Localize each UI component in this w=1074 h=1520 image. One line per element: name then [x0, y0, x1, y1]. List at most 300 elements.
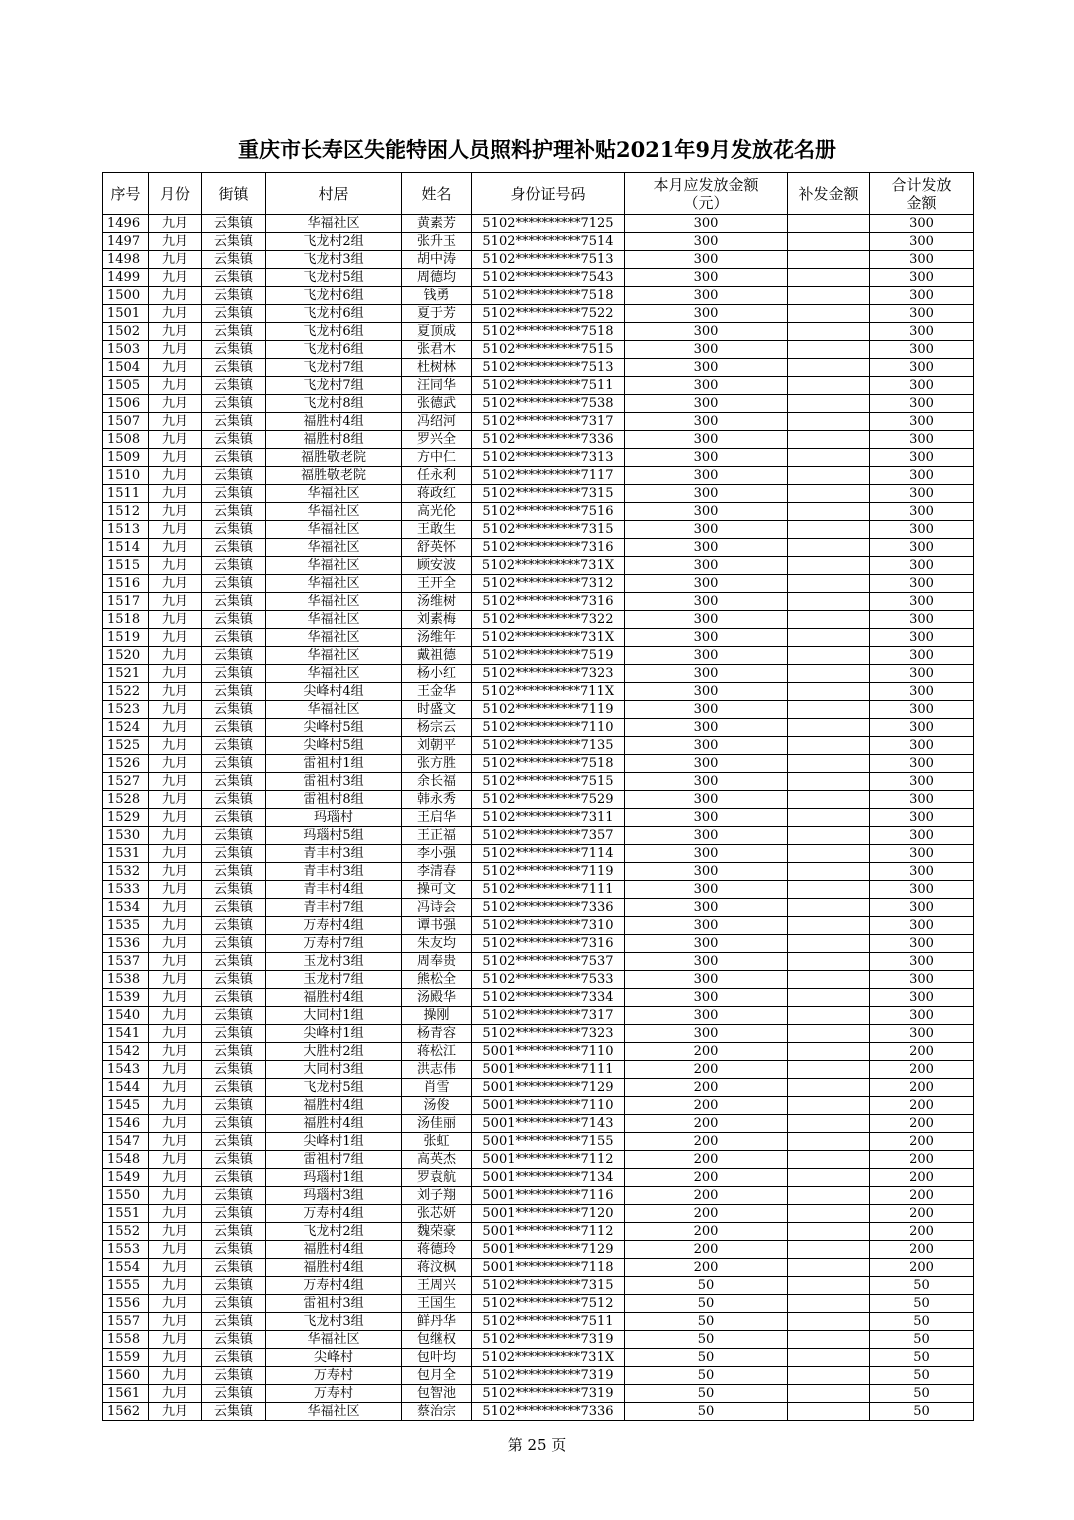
name-cell: 汤维年: [402, 629, 472, 647]
id-number-cell: 5102**********731X: [472, 1349, 625, 1367]
town-cell: 云集镇: [202, 467, 266, 485]
table-row: [103, 809, 974, 827]
town-cell: 云集镇: [202, 557, 266, 575]
village-cell: 玉龙村7组: [266, 971, 402, 989]
village-cell: 飞龙村6组: [266, 323, 402, 341]
name-cell: 钱勇: [402, 287, 472, 305]
seq-cell: 1559: [103, 1349, 149, 1367]
amount-due-cell: 50: [625, 1367, 788, 1385]
id-number-cell: 5102**********7117: [472, 467, 625, 485]
name-cell: 胡中涛: [402, 251, 472, 269]
village-cell: 福胜村4组: [266, 1259, 402, 1277]
town-cell: 云集镇: [202, 737, 266, 755]
table-row: [103, 1349, 974, 1367]
supplement-cell: [788, 557, 870, 575]
village-cell: 飞龙村5组: [266, 1079, 402, 1097]
amount-due-cell: 200: [625, 1061, 788, 1079]
table-row: [103, 503, 974, 521]
id-number-cell: 5102**********7518: [472, 323, 625, 341]
total-cell: 300: [870, 1007, 974, 1025]
supplement-cell: [788, 665, 870, 683]
month-cell: 九月: [149, 1025, 202, 1043]
id-number-cell: 5102**********7512: [472, 1295, 625, 1313]
amount-due-cell: 200: [625, 1187, 788, 1205]
month-cell: 九月: [149, 287, 202, 305]
amount-due-cell: 200: [625, 1115, 788, 1133]
supplement-cell: [788, 1007, 870, 1025]
table-row: [103, 1205, 974, 1223]
id-number-cell: 5102**********7316: [472, 935, 625, 953]
town-cell: 云集镇: [202, 827, 266, 845]
table-row: [103, 485, 974, 503]
seq-cell: 1529: [103, 809, 149, 827]
table-header-row: [103, 173, 974, 215]
amount-due-cell: 300: [625, 701, 788, 719]
supplement-cell: [788, 683, 870, 701]
village-cell: 雷祖村1组: [266, 755, 402, 773]
village-cell: 玛瑙村5组: [266, 827, 402, 845]
amount-due-cell: 200: [625, 1043, 788, 1061]
supplement-cell: [788, 395, 870, 413]
town-cell: 云集镇: [202, 287, 266, 305]
month-cell: 九月: [149, 305, 202, 323]
town-cell: 云集镇: [202, 683, 266, 701]
supplement-cell: [788, 971, 870, 989]
town-cell: 云集镇: [202, 1097, 266, 1115]
seq-cell: 1548: [103, 1151, 149, 1169]
amount-due-cell: 300: [625, 683, 788, 701]
village-cell: 飞龙村5组: [266, 269, 402, 287]
id-number-cell: 5102**********7543: [472, 269, 625, 287]
id-number-cell: 5001**********7110: [472, 1097, 625, 1115]
total-cell: 200: [870, 1187, 974, 1205]
seq-cell: 1497: [103, 233, 149, 251]
total-cell: 300: [870, 359, 974, 377]
village-cell: 华福社区: [266, 1331, 402, 1349]
seq-cell: 1523: [103, 701, 149, 719]
name-cell: 汤维树: [402, 593, 472, 611]
seq-cell: 1499: [103, 269, 149, 287]
seq-cell: 1535: [103, 917, 149, 935]
table-row: [103, 1223, 974, 1241]
month-cell: 九月: [149, 917, 202, 935]
town-cell: 云集镇: [202, 881, 266, 899]
id-number-cell: 5102**********7119: [472, 701, 625, 719]
amount-due-cell: 300: [625, 629, 788, 647]
id-number-cell: 5001**********7110: [472, 1043, 625, 1061]
table-row: [103, 557, 974, 575]
amount-due-cell: 300: [625, 269, 788, 287]
amount-due-cell: 300: [625, 917, 788, 935]
name-cell: 王启华: [402, 809, 472, 827]
village-cell: 华福社区: [266, 557, 402, 575]
name-cell: 刘子翔: [402, 1187, 472, 1205]
town-cell: 云集镇: [202, 863, 266, 881]
village-cell: 尖峰村1组: [266, 1133, 402, 1151]
month-cell: 九月: [149, 647, 202, 665]
town-cell: 云集镇: [202, 701, 266, 719]
name-cell: 顾安波: [402, 557, 472, 575]
table-row: [103, 287, 974, 305]
month-cell: 九月: [149, 1223, 202, 1241]
seq-cell: 1543: [103, 1061, 149, 1079]
amount-due-cell: 200: [625, 1241, 788, 1259]
amount-due-cell: 300: [625, 485, 788, 503]
seq-cell: 1546: [103, 1115, 149, 1133]
supplement-cell: [788, 1295, 870, 1313]
village-cell: 尖峰村4组: [266, 683, 402, 701]
amount-due-cell: 300: [625, 287, 788, 305]
month-cell: 九月: [149, 1259, 202, 1277]
name-cell: 周德均: [402, 269, 472, 287]
supplement-cell: [788, 1259, 870, 1277]
id-number-cell: 5102**********7518: [472, 755, 625, 773]
amount-due-cell: 300: [625, 377, 788, 395]
name-cell: 包智池: [402, 1385, 472, 1403]
total-cell: 300: [870, 485, 974, 503]
village-cell: 雷祖村3组: [266, 1295, 402, 1313]
name-cell: 张德武: [402, 395, 472, 413]
id-number-cell: 5102**********7357: [472, 827, 625, 845]
amount-due-cell: 200: [625, 1097, 788, 1115]
total-cell: 50: [870, 1277, 974, 1295]
town-cell: 云集镇: [202, 1187, 266, 1205]
month-cell: 九月: [149, 557, 202, 575]
total-cell: 200: [870, 1259, 974, 1277]
total-cell: 300: [870, 647, 974, 665]
total-cell: 300: [870, 971, 974, 989]
id-number-cell: 5102**********7514: [472, 233, 625, 251]
village-cell: 飞龙村6组: [266, 305, 402, 323]
id-number-cell: 5001**********7134: [472, 1169, 625, 1187]
name-cell: 夏于芳: [402, 305, 472, 323]
roster-body: [103, 215, 974, 1421]
id-number-cell: 5102**********7336: [472, 431, 625, 449]
id-number-cell: 5102**********7519: [472, 647, 625, 665]
village-cell: 华福社区: [266, 1403, 402, 1421]
supplement-cell: [788, 1169, 870, 1187]
table-row: [103, 1295, 974, 1313]
supplement-cell: [788, 773, 870, 791]
seq-cell: 1553: [103, 1241, 149, 1259]
village-cell: 飞龙村7组: [266, 359, 402, 377]
supplement-cell: [788, 737, 870, 755]
village-cell: 青丰村4组: [266, 881, 402, 899]
id-number-cell: 5102**********7313: [472, 449, 625, 467]
name-cell: 刘素梅: [402, 611, 472, 629]
total-cell: 200: [870, 1241, 974, 1259]
total-cell: 50: [870, 1367, 974, 1385]
total-cell: 200: [870, 1169, 974, 1187]
amount-due-cell: 300: [625, 845, 788, 863]
amount-due-cell: 300: [625, 359, 788, 377]
seq-cell: 1507: [103, 413, 149, 431]
amount-due-cell: 300: [625, 809, 788, 827]
month-cell: 九月: [149, 1115, 202, 1133]
supplement-cell: [788, 809, 870, 827]
id-number-cell: 5102**********7317: [472, 1007, 625, 1025]
table-row: [103, 1403, 974, 1421]
town-cell: 云集镇: [202, 1349, 266, 1367]
roster-table: [102, 172, 974, 1421]
supplement-cell: [788, 467, 870, 485]
header-village: 村居: [266, 173, 402, 215]
id-number-cell: 5102**********7319: [472, 1385, 625, 1403]
seq-cell: 1555: [103, 1277, 149, 1295]
total-cell: 300: [870, 575, 974, 593]
supplement-cell: [788, 1025, 870, 1043]
total-cell: 300: [870, 287, 974, 305]
town-cell: 云集镇: [202, 215, 266, 233]
total-cell: 300: [870, 989, 974, 1007]
supplement-cell: [788, 269, 870, 287]
supplement-cell: [788, 1331, 870, 1349]
supplement-cell: [788, 413, 870, 431]
supplement-cell: [788, 305, 870, 323]
total-cell: 200: [870, 1079, 974, 1097]
amount-due-cell: 300: [625, 1025, 788, 1043]
month-cell: 九月: [149, 467, 202, 485]
header-month: 月份: [149, 173, 202, 215]
seq-cell: 1538: [103, 971, 149, 989]
amount-due-cell: 300: [625, 431, 788, 449]
table-row: [103, 737, 974, 755]
name-cell: 张方胜: [402, 755, 472, 773]
table-row: [103, 755, 974, 773]
supplement-cell: [788, 341, 870, 359]
town-cell: 云集镇: [202, 1259, 266, 1277]
name-cell: 冯绍河: [402, 413, 472, 431]
total-cell: 300: [870, 629, 974, 647]
table-row: [103, 323, 974, 341]
id-number-cell: 5001**********7120: [472, 1205, 625, 1223]
table-row: [103, 413, 974, 431]
supplement-cell: [788, 449, 870, 467]
seq-cell: 1505: [103, 377, 149, 395]
town-cell: 云集镇: [202, 575, 266, 593]
supplement-cell: [788, 1151, 870, 1169]
town-cell: 云集镇: [202, 449, 266, 467]
id-number-cell: 5001**********7155: [472, 1133, 625, 1151]
name-cell: 韩永秀: [402, 791, 472, 809]
supplement-cell: [788, 791, 870, 809]
supplement-cell: [788, 1277, 870, 1295]
name-cell: 蒋德玲: [402, 1241, 472, 1259]
village-cell: 华福社区: [266, 485, 402, 503]
name-cell: 操可文: [402, 881, 472, 899]
town-cell: 云集镇: [202, 539, 266, 557]
town-cell: 云集镇: [202, 413, 266, 431]
table-row: [103, 269, 974, 287]
name-cell: 李小强: [402, 845, 472, 863]
name-cell: 杨小红: [402, 665, 472, 683]
seq-cell: 1518: [103, 611, 149, 629]
total-cell: 300: [870, 377, 974, 395]
name-cell: 包叶均: [402, 1349, 472, 1367]
amount-due-cell: 50: [625, 1295, 788, 1313]
supplement-cell: [788, 845, 870, 863]
month-cell: 九月: [149, 1205, 202, 1223]
month-cell: 九月: [149, 215, 202, 233]
supplement-cell: [788, 485, 870, 503]
supplement-cell: [788, 1205, 870, 1223]
supplement-cell: [788, 1403, 870, 1421]
town-cell: 云集镇: [202, 1007, 266, 1025]
table-row: [103, 827, 974, 845]
month-cell: 九月: [149, 953, 202, 971]
total-cell: 200: [870, 1043, 974, 1061]
town-cell: 云集镇: [202, 719, 266, 737]
village-cell: 华福社区: [266, 539, 402, 557]
seq-cell: 1525: [103, 737, 149, 755]
supplement-cell: [788, 1187, 870, 1205]
table-row: [103, 467, 974, 485]
village-cell: 尖峰村: [266, 1349, 402, 1367]
name-cell: 冯诗会: [402, 899, 472, 917]
id-number-cell: 5102**********7315: [472, 521, 625, 539]
seq-cell: 1551: [103, 1205, 149, 1223]
table-row: [103, 251, 974, 269]
seq-cell: 1521: [103, 665, 149, 683]
table-row: [103, 1331, 974, 1349]
amount-due-cell: 200: [625, 1079, 788, 1097]
amount-due-cell: 300: [625, 539, 788, 557]
town-cell: 云集镇: [202, 1331, 266, 1349]
seq-cell: 1528: [103, 791, 149, 809]
amount-due-cell: 50: [625, 1277, 788, 1295]
village-cell: 万寿村: [266, 1367, 402, 1385]
total-cell: 300: [870, 467, 974, 485]
supplement-cell: [788, 575, 870, 593]
month-cell: 九月: [149, 1313, 202, 1331]
village-cell: 华福社区: [266, 665, 402, 683]
village-cell: 福胜村8组: [266, 431, 402, 449]
month-cell: 九月: [149, 719, 202, 737]
name-cell: 鲜丹华: [402, 1313, 472, 1331]
id-number-cell: 5102**********7316: [472, 539, 625, 557]
amount-due-cell: 300: [625, 575, 788, 593]
month-cell: 九月: [149, 737, 202, 755]
village-cell: 万寿村7组: [266, 935, 402, 953]
amount-due-cell: 300: [625, 755, 788, 773]
id-number-cell: 5102**********7515: [472, 341, 625, 359]
seq-cell: 1531: [103, 845, 149, 863]
village-cell: 万寿村4组: [266, 917, 402, 935]
seq-cell: 1500: [103, 287, 149, 305]
seq-cell: 1502: [103, 323, 149, 341]
name-cell: 包继权: [402, 1331, 472, 1349]
month-cell: 九月: [149, 1241, 202, 1259]
id-number-cell: 5102**********7336: [472, 899, 625, 917]
town-cell: 云集镇: [202, 1367, 266, 1385]
id-number-cell: 5102**********7322: [472, 611, 625, 629]
amount-due-cell: 50: [625, 1403, 788, 1421]
month-cell: 九月: [149, 1007, 202, 1025]
seq-cell: 1536: [103, 935, 149, 953]
supplement-cell: [788, 1241, 870, 1259]
town-cell: 云集镇: [202, 1403, 266, 1421]
town-cell: 云集镇: [202, 1205, 266, 1223]
amount-due-cell: 300: [625, 323, 788, 341]
table-row: [103, 1133, 974, 1151]
table-row: [103, 989, 974, 1007]
seq-cell: 1530: [103, 827, 149, 845]
seq-cell: 1515: [103, 557, 149, 575]
town-cell: 云集镇: [202, 305, 266, 323]
village-cell: 大同村1组: [266, 1007, 402, 1025]
name-cell: 高光伦: [402, 503, 472, 521]
town-cell: 云集镇: [202, 647, 266, 665]
total-cell: 300: [870, 233, 974, 251]
month-cell: 九月: [149, 845, 202, 863]
id-number-cell: 5102**********7513: [472, 251, 625, 269]
name-cell: 周奉贵: [402, 953, 472, 971]
seq-cell: 1557: [103, 1313, 149, 1331]
supplement-cell: [788, 935, 870, 953]
seq-cell: 1556: [103, 1295, 149, 1313]
table-row: [103, 899, 974, 917]
month-cell: 九月: [149, 935, 202, 953]
total-cell: 300: [870, 773, 974, 791]
month-cell: 九月: [149, 791, 202, 809]
total-cell: 300: [870, 881, 974, 899]
village-cell: 飞龙村2组: [266, 233, 402, 251]
seq-cell: 1532: [103, 863, 149, 881]
town-cell: 云集镇: [202, 1115, 266, 1133]
amount-due-cell: 300: [625, 413, 788, 431]
total-cell: 300: [870, 755, 974, 773]
village-cell: 玉龙村3组: [266, 953, 402, 971]
town-cell: 云集镇: [202, 431, 266, 449]
header-seq: 序号: [103, 173, 149, 215]
supplement-cell: [788, 881, 870, 899]
village-cell: 飞龙村8组: [266, 395, 402, 413]
total-cell: 300: [870, 413, 974, 431]
table-row: [103, 521, 974, 539]
supplement-cell: [788, 1115, 870, 1133]
seq-cell: 1512: [103, 503, 149, 521]
total-cell: 300: [870, 521, 974, 539]
seq-cell: 1537: [103, 953, 149, 971]
total-cell: 200: [870, 1115, 974, 1133]
seq-cell: 1534: [103, 899, 149, 917]
seq-cell: 1504: [103, 359, 149, 377]
name-cell: 刘朝平: [402, 737, 472, 755]
amount-due-cell: 200: [625, 1169, 788, 1187]
amount-due-cell: 300: [625, 233, 788, 251]
header-total: 合计发放 金额: [870, 173, 974, 215]
id-number-cell: 5102**********711X: [472, 683, 625, 701]
village-cell: 万寿村4组: [266, 1277, 402, 1295]
id-number-cell: 5102**********7315: [472, 1277, 625, 1295]
table-row: [103, 773, 974, 791]
amount-due-cell: 300: [625, 989, 788, 1007]
name-cell: 王国生: [402, 1295, 472, 1313]
table-row: [103, 1259, 974, 1277]
village-cell: 万寿村: [266, 1385, 402, 1403]
supplement-cell: [788, 1367, 870, 1385]
amount-due-cell: 300: [625, 305, 788, 323]
village-cell: 大同村3组: [266, 1061, 402, 1079]
id-number-cell: 5102**********7114: [472, 845, 625, 863]
supplement-cell: [788, 1349, 870, 1367]
id-number-cell: 5102**********7315: [472, 485, 625, 503]
total-cell: 300: [870, 539, 974, 557]
id-number-cell: 5001**********7129: [472, 1079, 625, 1097]
id-number-cell: 5001**********7129: [472, 1241, 625, 1259]
name-cell: 张芯妍: [402, 1205, 472, 1223]
total-cell: 300: [870, 503, 974, 521]
